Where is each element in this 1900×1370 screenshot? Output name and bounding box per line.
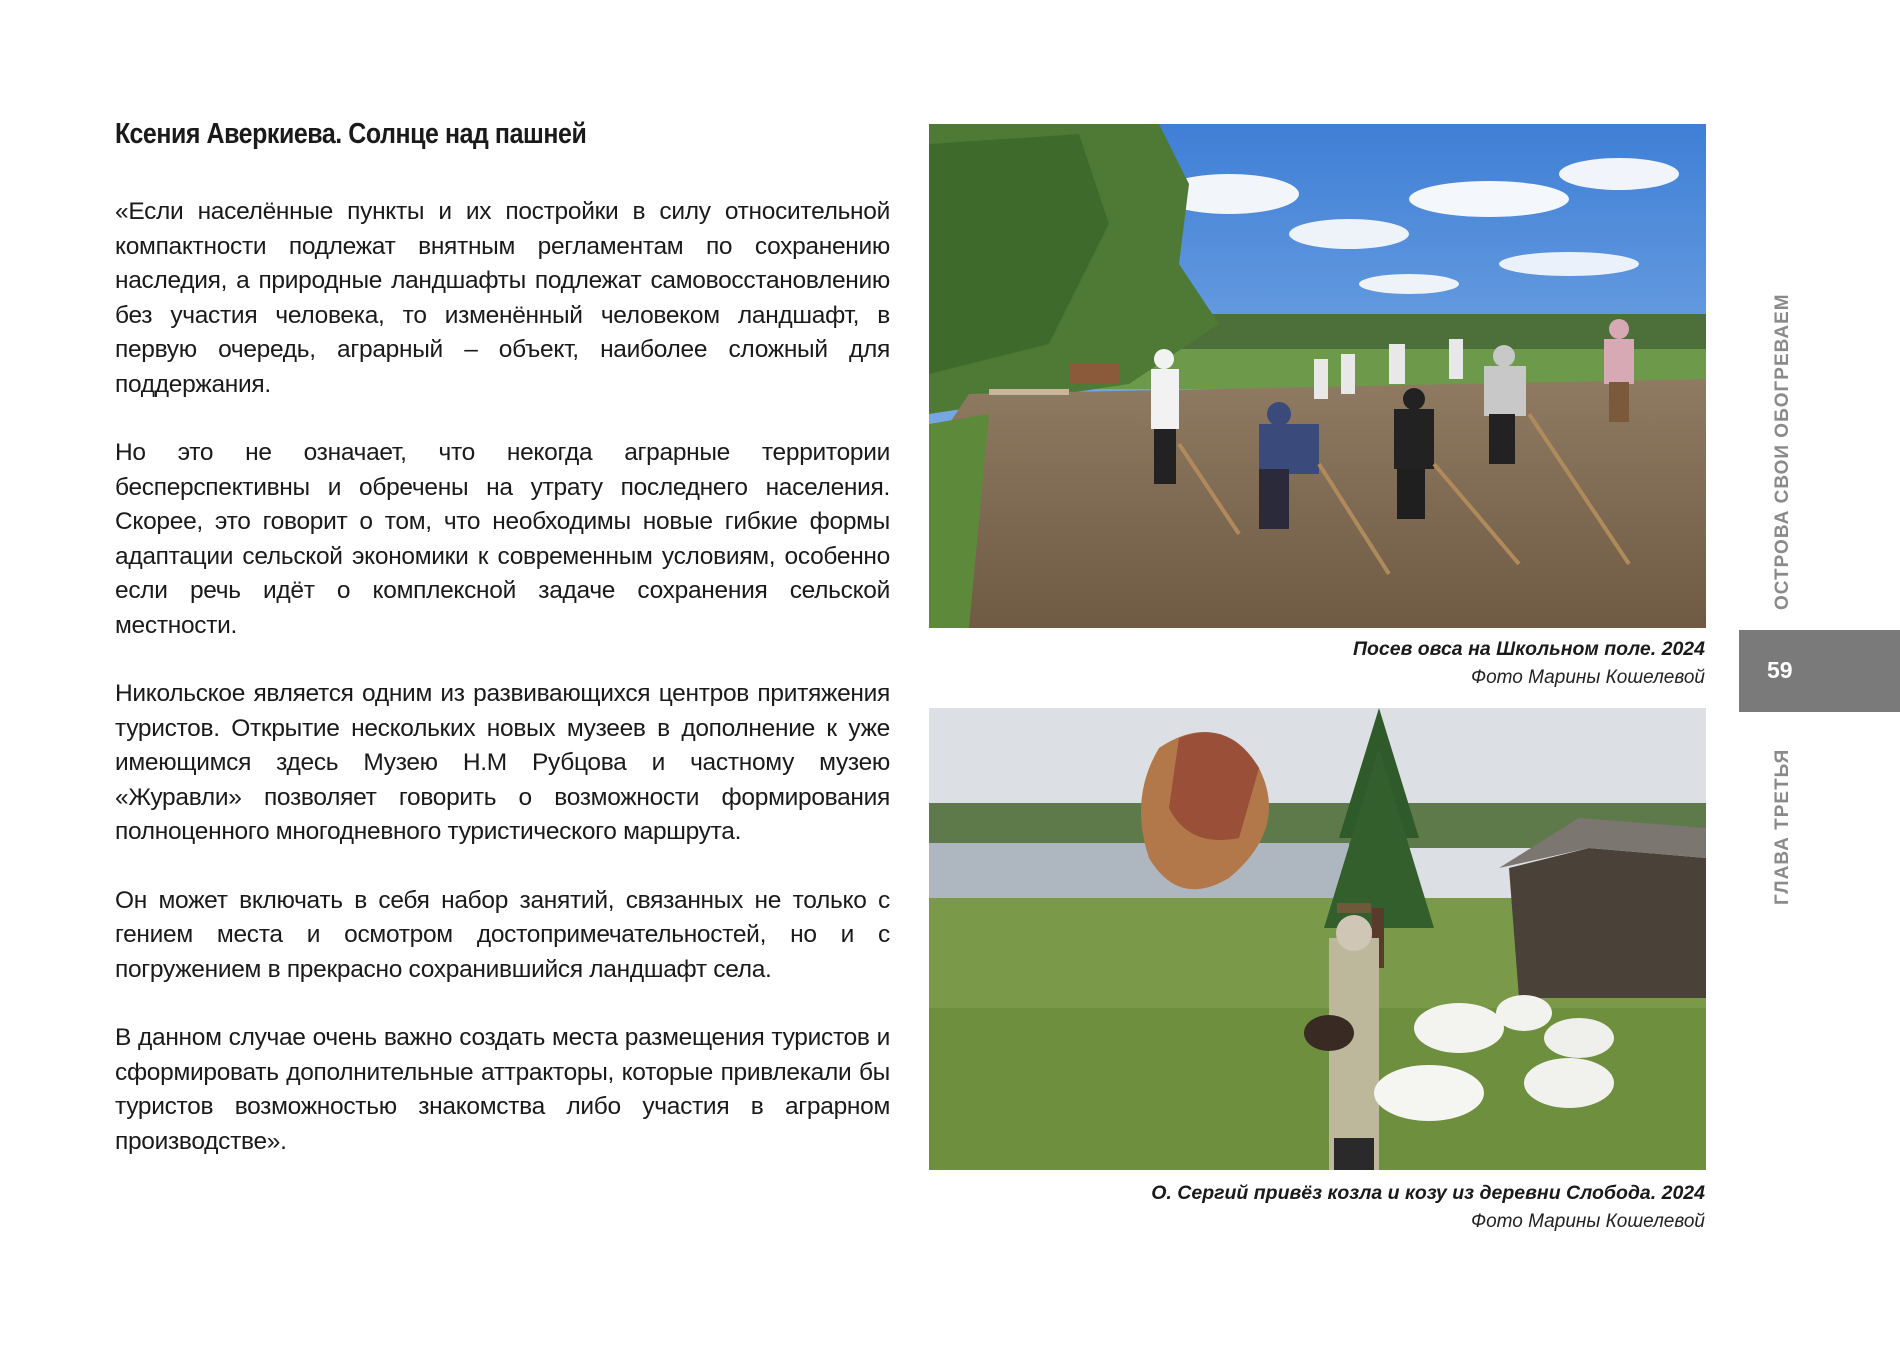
article-title: Ксения Аверкиева. Солнце над пашней	[115, 118, 587, 150]
photo-caption-2	[1151, 1182, 1705, 1233]
paragraph-3: Никольское является одним из развивающихся центров притяжения туристов. Открытие нескольких новых музеев в дополнение к уже имеющимся здесь Музею Н.М Рубцова и частному музею «Журавли» позволяет говорить о возможности формирования полноценного многодневного туристического маршрута.	[115, 680, 890, 845]
caption-title-2: О. Сергий привёз козла и козу из деревни Слобода. 2024	[1151, 1182, 1705, 1204]
page-number-tab	[1739, 630, 1900, 712]
chapter-name: ГЛАВА ТРЕТЬЯ	[1772, 748, 1793, 905]
paragraph-4: Он может включать в себя набор занятий, связанных не только с гением места и осмотром достопримечательностей, но и с погружением в прекрасно сохранившийся ландшафт села.	[115, 886, 890, 983]
paragraph-5: В данном случае очень важно создать места размещения туристов и сформировать дополнительные аттракторы, которые привлекали бы туристов возможностью знакомства либо участия в аграрном производстве».	[115, 1024, 890, 1155]
paragraph-1: «Если населённые пункты и их постройки в силу относительной компактности подлежат внятным регламентам по сохранению наследия, а природные ландшафты подлежат самовосстановлению без участия человека, то изменённый человеком ландшафт, в первую очередь, аграрный – объект, наиболее сложный для поддержания.	[115, 198, 890, 398]
caption-title-1: Посев овса на Школьном поле. 2024	[1352, 638, 1705, 660]
page-number: 59	[1767, 657, 1793, 683]
caption-credit-1: Фото Марины Кошелевой	[1471, 667, 1705, 688]
paragraph-2: Но это не означает, что некогда аграрные территории бесперспективны и обречены на утрату последнего населения. Скорее, это говорит о том, что необходимы новые гибкие формы адаптации сельской экономики к современным условиям, особенно если речь идёт о комплексной задаче сохранения сельской местности.	[115, 439, 890, 639]
caption-credit-2: Фото Марины Кошелевой	[1471, 1211, 1705, 1232]
article-body	[115, 195, 890, 1193]
photo-goats	[929, 708, 1706, 1170]
photo-field-sowing	[929, 124, 1706, 628]
section-name: ОСТРОВА СВОИ ОБОГРЕВАЕМ	[1772, 293, 1793, 610]
photo-caption-1	[1353, 638, 1705, 689]
